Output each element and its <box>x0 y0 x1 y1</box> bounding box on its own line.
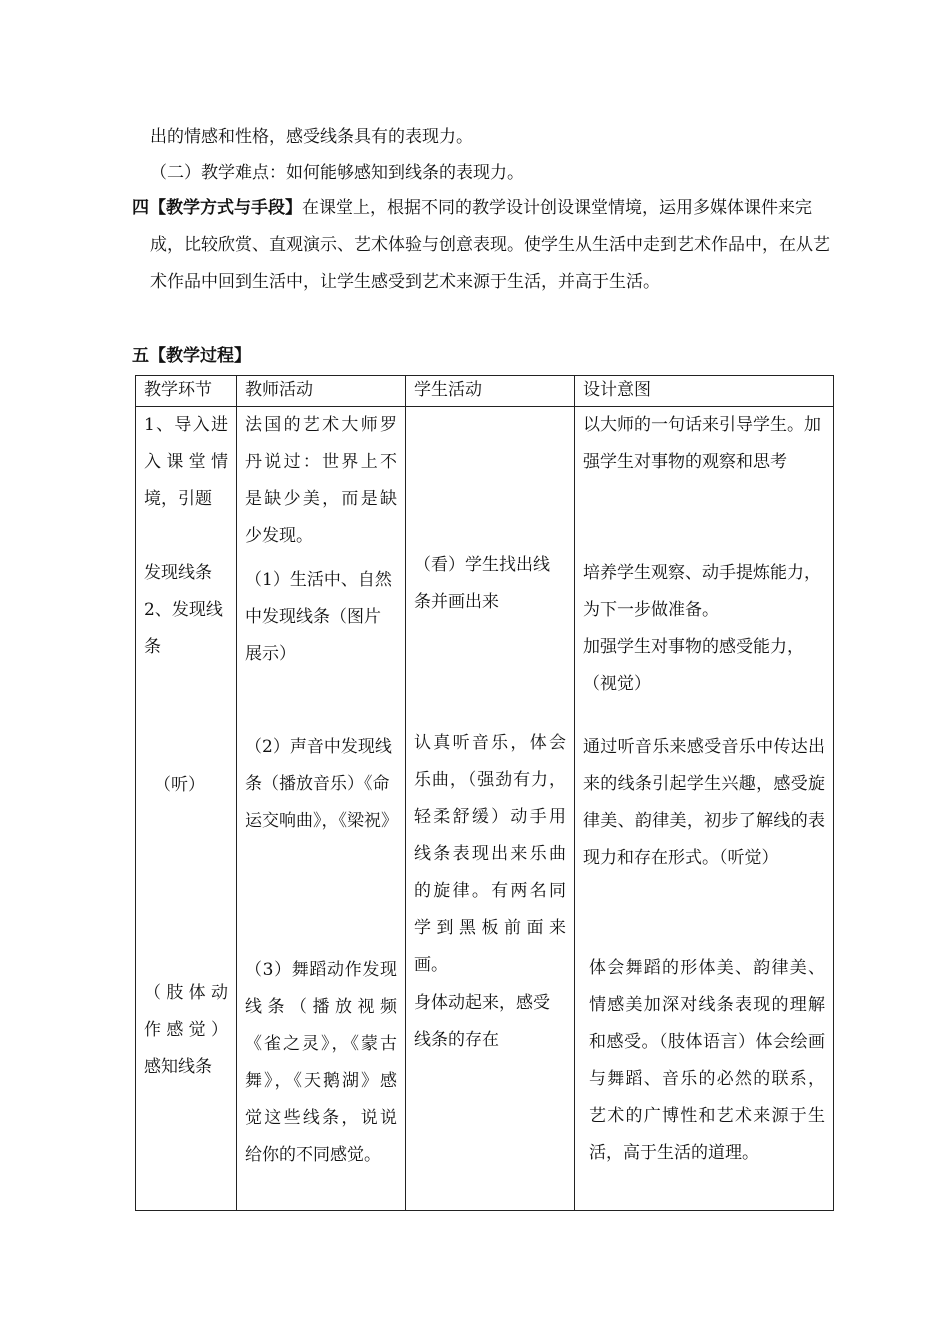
intent-observation: 培养学生观察、动手提炼能力，为下一步做准备。 <box>583 563 821 620</box>
teacher-dance-lines: （3）舞蹈动作发现线条（播放视频《雀之灵》，《蒙古舞》，《天鹅湖》感觉这些线条，说说给你的不同感觉。 <box>245 960 397 1165</box>
intent-dance: 体会舞蹈的形体美、韵律美、情感美加深对线条表现的理解和感受。（肢体语言）体会绘画与舞蹈、音乐的必然的联系，艺术的广博性和艺术来源于生活，高于生活的道理。 <box>589 958 825 1163</box>
stage-discover: 2、发现线条 <box>144 600 223 657</box>
student-listen-music: 认真听音乐，体会乐曲，（强劲有力，轻柔舒缓）动手用线条表现出来乐曲的旋律。有两名同学到黑板前面来画。 <box>414 733 566 975</box>
section-4-heading: 四【教学方式与手段】 <box>132 198 302 218</box>
stage-discover-title: 发现线条 <box>144 563 212 583</box>
design-intent-cell <box>575 407 834 1211</box>
table-row <box>136 407 834 1211</box>
teacher-activity-cell <box>237 407 406 1211</box>
student-activity-cell <box>406 407 575 1211</box>
stage-body-motion: （肢体动作感觉）感知线条 <box>144 983 228 1077</box>
header-teaching-stage: 教学环节 <box>136 376 237 407</box>
section-4-text: 在课堂上，根据不同的教学设计创设课堂情境，运用多媒体课件来完成，比较欣赏、直观演示、艺术体验与创意表现。使学生从生活中走到艺术作品中，在从艺术作品中回到生活中，让学生感受到艺术来源于生活，并高于生活。 <box>150 198 830 292</box>
teacher-nature-lines: （1）生活中、自然中发现线条（图片展示） <box>245 570 392 664</box>
table-header-row <box>136 376 834 407</box>
intent-music: 通过听音乐来感受音乐中传达出来的线条引起学生兴趣，感受旋律美、韵律美，初步了解线的表现力和存在形式。（听觉） <box>583 737 825 868</box>
student-find-lines: （看）学生找出线条并画出来 <box>414 555 550 612</box>
header-teacher-activity: 教师活动 <box>237 376 406 407</box>
teacher-rodin-quote: 法国的艺术大师罗丹说过：世界上不是缺少美，而是缺少发现。 <box>245 415 397 546</box>
section-5-heading: 五【教学过程】 <box>132 346 251 366</box>
header-design-intent: 设计意图 <box>575 376 834 407</box>
teacher-sound-lines: （2）声音中发现线条（播放音乐）《命运交响曲》，《梁祝》 <box>245 737 398 831</box>
stage-intro: 1、导入进入课堂情境，引题 <box>144 415 228 509</box>
intro-line-1: 出的情感和性格，感受线条具有的表现力。 <box>150 127 473 147</box>
stage-listen: （听） <box>154 775 205 795</box>
section-4-paragraph <box>132 190 840 301</box>
student-body-move: 身体动起来，感受线条的存在 <box>414 993 550 1050</box>
intent-master-quote: 以大师的一句话来引导学生。加强学生对事物的观察和思考 <box>583 415 821 472</box>
intent-perception: 加强学生对事物的感受能力，（视觉） <box>583 637 804 694</box>
teaching-difficulty: （二）教学难点：如何能够感知到线条的表现力。 <box>150 163 524 183</box>
teaching-process-table <box>135 375 834 1211</box>
stage-cell <box>136 407 237 1211</box>
header-student-activity: 学生活动 <box>406 376 575 407</box>
